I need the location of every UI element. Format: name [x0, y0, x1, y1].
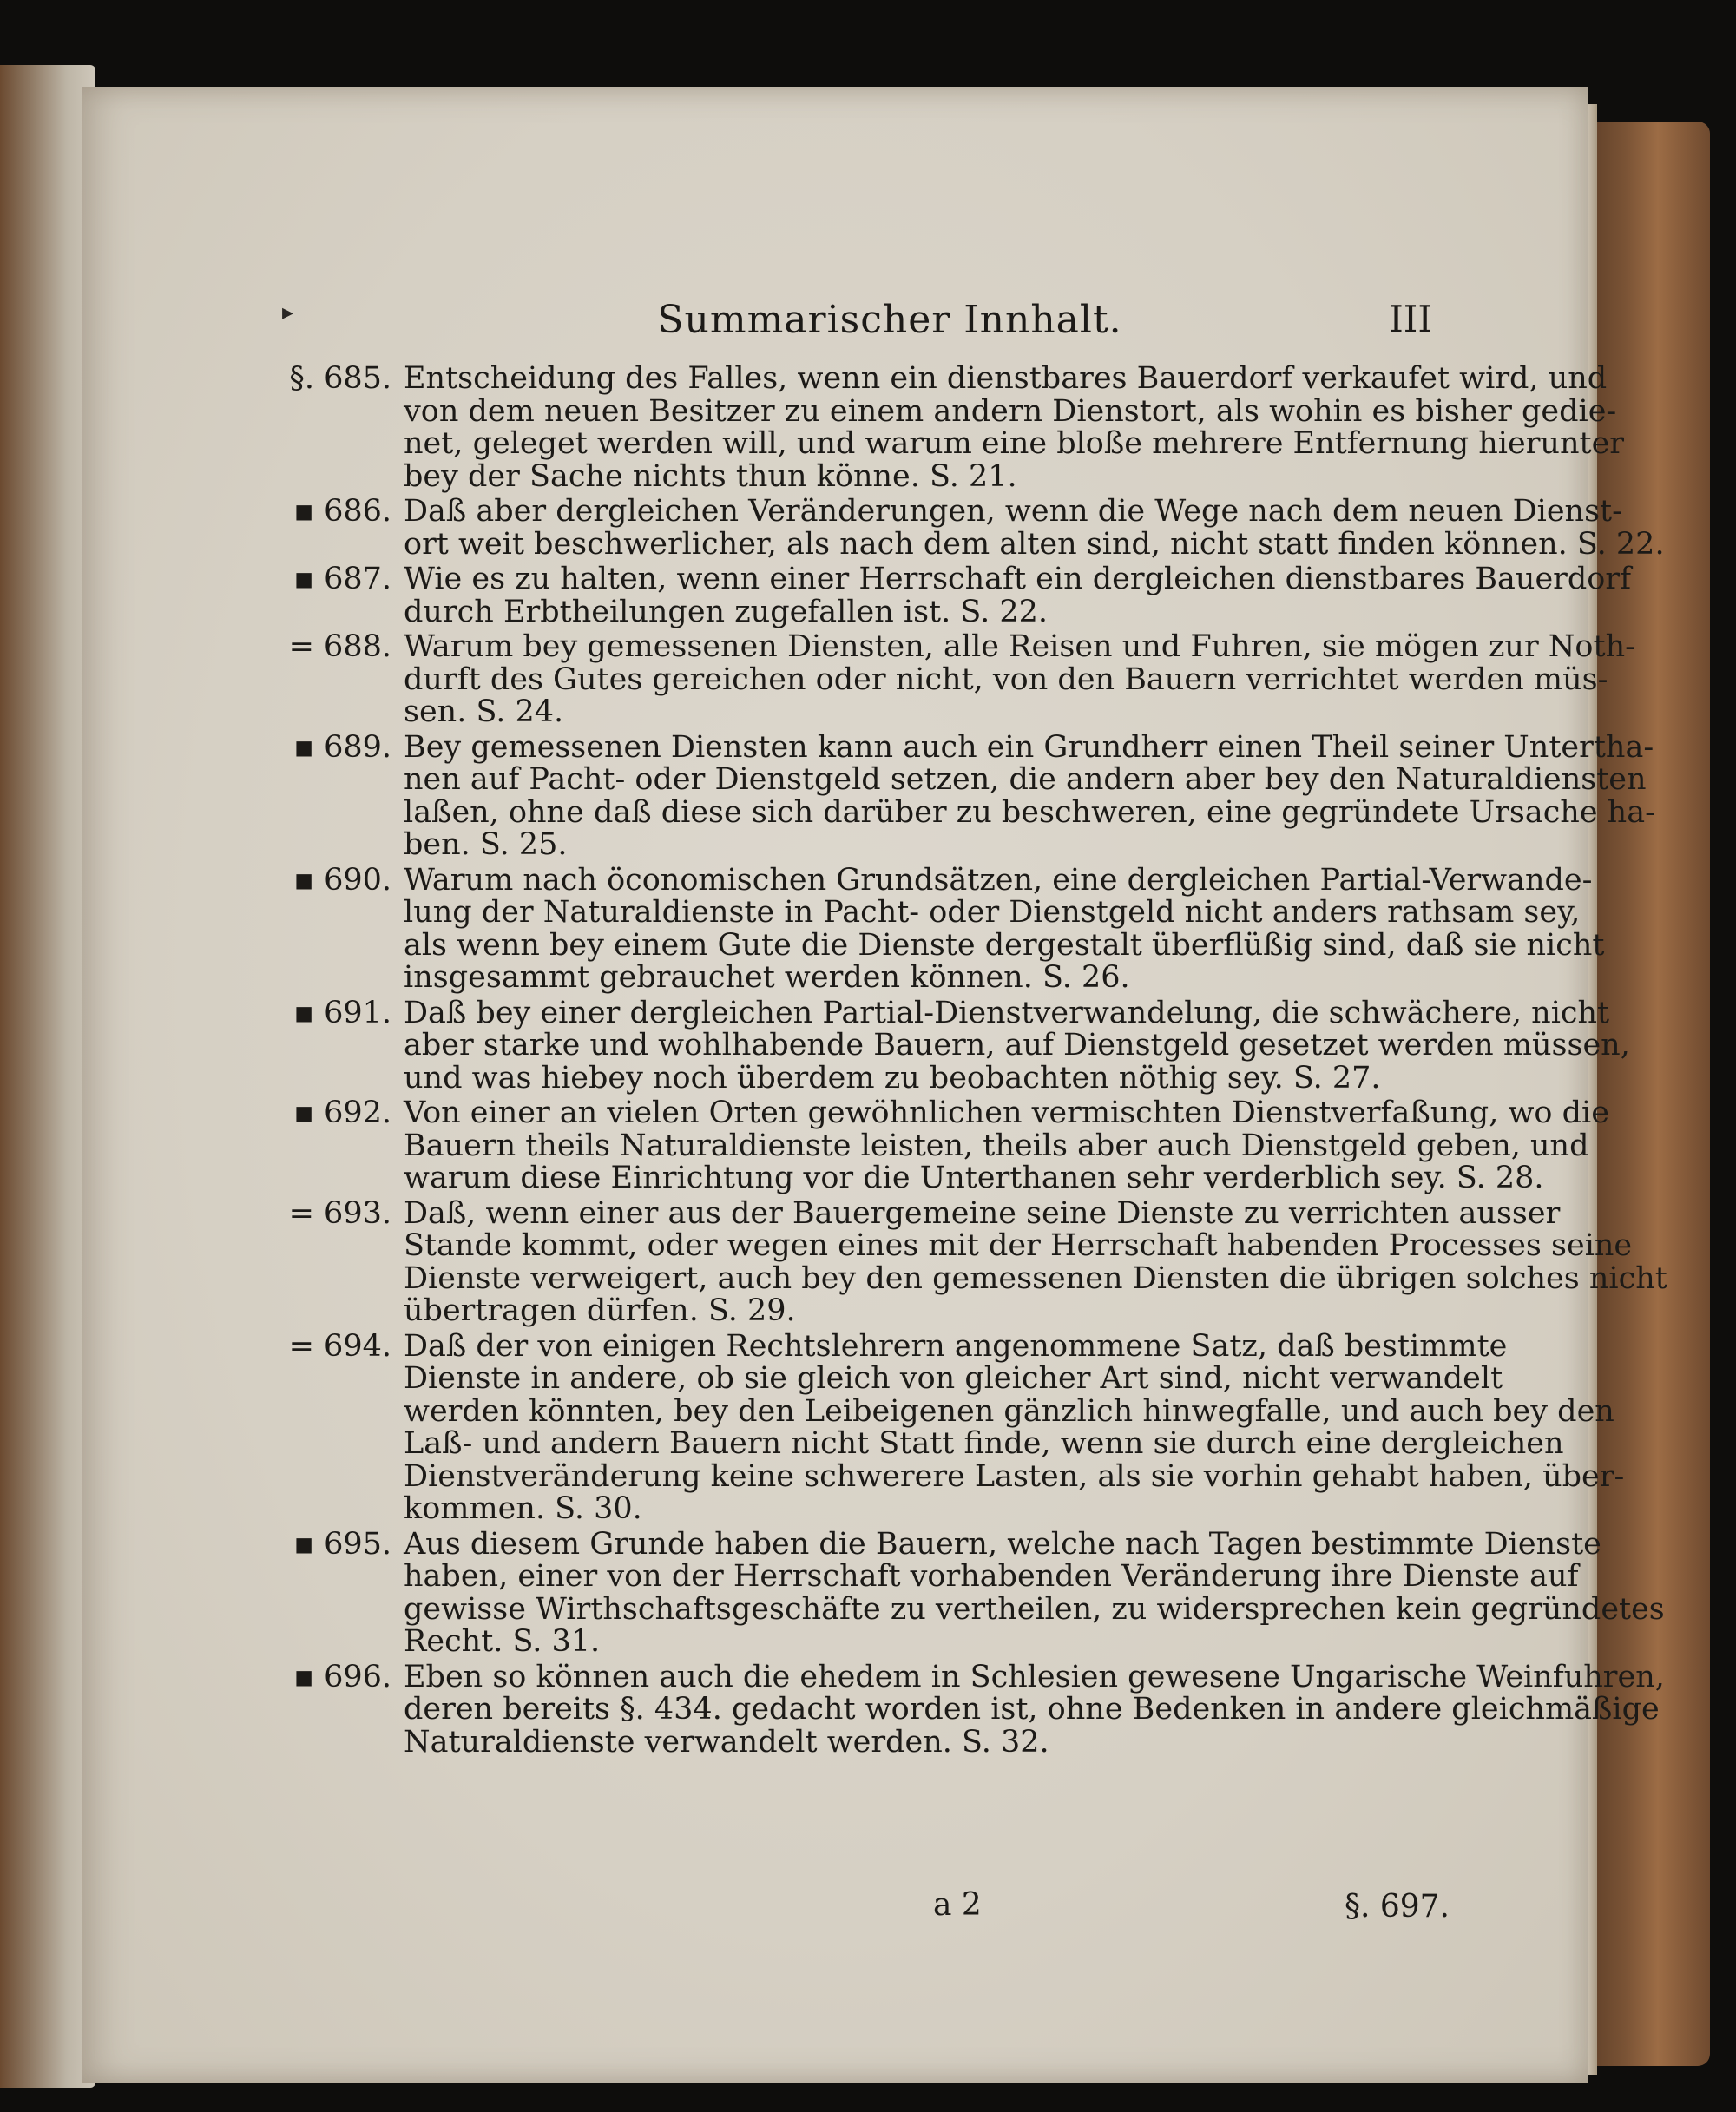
summary-entry [260, 562, 1632, 629]
entry-line: kommen. S. 30. [404, 1491, 642, 1526]
summary-entry [260, 361, 1625, 494]
entry-section-number: §. 685. [289, 361, 391, 396]
entry-line: Eben so können auch die ehedem in Schlesien gewesene Ungarische Weinfuhren, [404, 1659, 1665, 1694]
entry-line: übertragen dürfen. S. 29. [404, 1293, 796, 1328]
entry-section-number: ▪ 691. [293, 995, 391, 1030]
entry-line: durft des Gutes gereichen oder nicht, von den Bauern verrichtet werden müs- [404, 661, 1608, 697]
entry-line: aber starke und wohlhabende Bauern, auf Dienstgeld gesetzet werden müssen, [404, 1028, 1630, 1063]
entry-line: Bey gemessenen Diensten kann auch ein Grundherr einen Theil seiner Untertha- [404, 729, 1654, 765]
summary-entry [260, 494, 1665, 562]
entry-line: lung der Naturaldienste in Pacht- oder Dienstgeld nicht anders rathsam sey, [404, 895, 1581, 930]
entry-line: und was hiebey noch überdem zu beobachten nöthig sey. S. 27. [404, 1060, 1381, 1095]
entry-line: net, geleget werden will, und warum eine bloße mehrere Entfernung hierunter [404, 426, 1625, 461]
entry-section-number: ▪ 689. [293, 729, 391, 765]
entry-line: Daß aber dergleichen Veränderungen, wenn die Wege nach dem neuen Dienst- [404, 494, 1622, 529]
entry-line: durch Erbtheilungen zugefallen ist. S. 22. [404, 594, 1049, 629]
summary-entry [260, 1328, 1625, 1526]
summary-entry [260, 862, 1605, 995]
entry-text [404, 1328, 1625, 1526]
entry-text [404, 1526, 1665, 1659]
entry-line: Daß bey einer dergleichen Partial-Dienstverwandelung, die schwächere, nicht [404, 995, 1610, 1030]
page-number: III [1389, 298, 1432, 340]
entry-text [404, 631, 1635, 729]
entry-text [404, 563, 1631, 628]
entry-section-number: ▪ 692. [293, 1095, 391, 1130]
entry-line: Daß der von einigen Rechtslehrern angenommene Satz, daß bestimmte [404, 1328, 1508, 1364]
entry-line: Dienstveränderung keine schwerere Lasten, als sie vorhin gehabt haben, über- [404, 1458, 1625, 1494]
entry-line: Aus diesem Grunde haben die Bauern, welche nach Tagen bestimmte Dienste [404, 1526, 1601, 1562]
entry-section-number: = 688. [288, 629, 391, 664]
entry-line: Laß- und andern Bauern nicht Statt finde, wenn sie durch eine dergleichen [404, 1426, 1564, 1461]
entry-line: nen auf Pacht- oder Dienstgeld setzen, die andern aber bey den Naturaldiensten [404, 762, 1647, 797]
summary-entry-list [260, 361, 1667, 1760]
entry-line: von dem neuen Besitzer zu einem andern Dienstort, als wohin es bisher gedie- [404, 393, 1617, 429]
entry-section-number: ▪ 690. [293, 862, 391, 898]
entry-line: Dienste in andere, ob sie gleich von gleicher Art sind, nicht verwandelt [404, 1361, 1503, 1396]
entry-line: Bauern theils Naturaldienste leisten, theils aber auch Dienstgeld geben, und [404, 1128, 1589, 1163]
summary-entry [260, 1195, 1667, 1328]
entry-line: gewisse Wirthschaftsgeschäfte zu vertheilen, zu widersprechen kein gegründetes [404, 1591, 1665, 1627]
entry-section-number: ▪ 686. [293, 494, 391, 529]
entry-section-number: = 694. [288, 1328, 391, 1364]
entry-line: Warum nach öconomischen Grundsätzen, eine dergleichen Partial-Verwande- [404, 862, 1593, 898]
entry-section-number: ▪ 696. [293, 1659, 391, 1694]
entry-text [404, 1097, 1609, 1195]
page-footer [260, 1887, 1450, 1926]
summary-entry [260, 629, 1635, 729]
entry-text [404, 1661, 1665, 1760]
entry-text [404, 729, 1655, 862]
entry-text [404, 862, 1605, 995]
entry-line: Naturaldienste verwandelt werden. S. 32. [404, 1724, 1049, 1760]
entry-line: als wenn bey einem Gute die Dienste dergestalt überflüßig sind, daß sie nicht [404, 927, 1605, 963]
running-head-title: Summarischer Innhalt. [657, 298, 1122, 342]
entry-line: ort weit beschwerlicher, als nach dem alten sind, nicht statt finden können. S. 22. [404, 526, 1665, 562]
summary-entry [260, 1526, 1665, 1659]
entry-text [404, 1195, 1667, 1328]
entry-line: laßen, ohne daß diese sich darüber zu beschweren, eine gegründete Ursache ha- [404, 794, 1655, 830]
entry-text [404, 997, 1630, 1095]
entry-line: Wie es zu halten, wenn einer Herrschaft ein dergleichen dienstbares Bauerdorf [404, 562, 1632, 596]
entry-line: haben, einer von der Herrschaft vorhabenden Veränderung ihre Dienste auf [404, 1559, 1579, 1594]
summary-entry [260, 995, 1630, 1095]
entry-line: Stande kommt, oder wegen eines mit der Herrschaft habenden Processes seine [404, 1228, 1633, 1263]
book-page [82, 87, 1667, 2083]
entry-line: werden könnten, bey den Leibeigenen gänzlich hinwegfalle, und auch bey den [404, 1393, 1614, 1429]
header-mark: ▸ [282, 299, 294, 326]
signature-mark: a 2 [933, 1887, 982, 1923]
entry-text [404, 496, 1665, 561]
summary-entry [260, 1659, 1665, 1760]
summary-entry [260, 729, 1655, 862]
entry-line: Recht. S. 31. [404, 1624, 601, 1659]
entry-line: Dienste verweigert, auch bey den gemessenen Diensten die übrigen solches nicht [404, 1260, 1667, 1296]
entry-section-number: ▪ 687. [293, 562, 391, 596]
entry-line: Warum bey gemessenen Diensten, alle Reisen und Fuhren, sie mögen zur Noth- [404, 629, 1635, 664]
entry-line: warum diese Einrichtung vor die Unterthanen sehr verderblich sey. S. 28. [404, 1161, 1544, 1195]
entry-line: bey der Sache nichts thun könne. S. 21. [404, 458, 1017, 494]
summary-entry [260, 1095, 1609, 1195]
entry-line: sen. S. 24. [404, 694, 564, 729]
left-facing-page-edge [0, 65, 95, 2088]
entry-line: Daß, wenn einer aus der Bauergemeine seine Dienste zu verrichten ausser [404, 1195, 1561, 1231]
entry-line: insgesammt gebrauchet werden können. S. 26. [404, 960, 1130, 995]
entry-line: deren bereits §. 434. gedacht worden ist, ohne Bedenken in andere gleichmäßige [404, 1692, 1660, 1727]
catchword: §. 697. [1344, 1889, 1450, 1924]
entry-line: Von einer an vielen Orten gewöhnlichen vermischten Dienstverfaßung, wo die [404, 1095, 1609, 1130]
entry-section-number: ▪ 695. [293, 1526, 391, 1562]
entry-line: ben. S. 25. [404, 827, 568, 862]
entry-text [404, 363, 1624, 493]
entry-line: Entscheidung des Falles, wenn ein dienstbares Bauerdorf verkaufet wird, und [404, 361, 1608, 396]
entry-section-number: = 693. [288, 1195, 391, 1231]
